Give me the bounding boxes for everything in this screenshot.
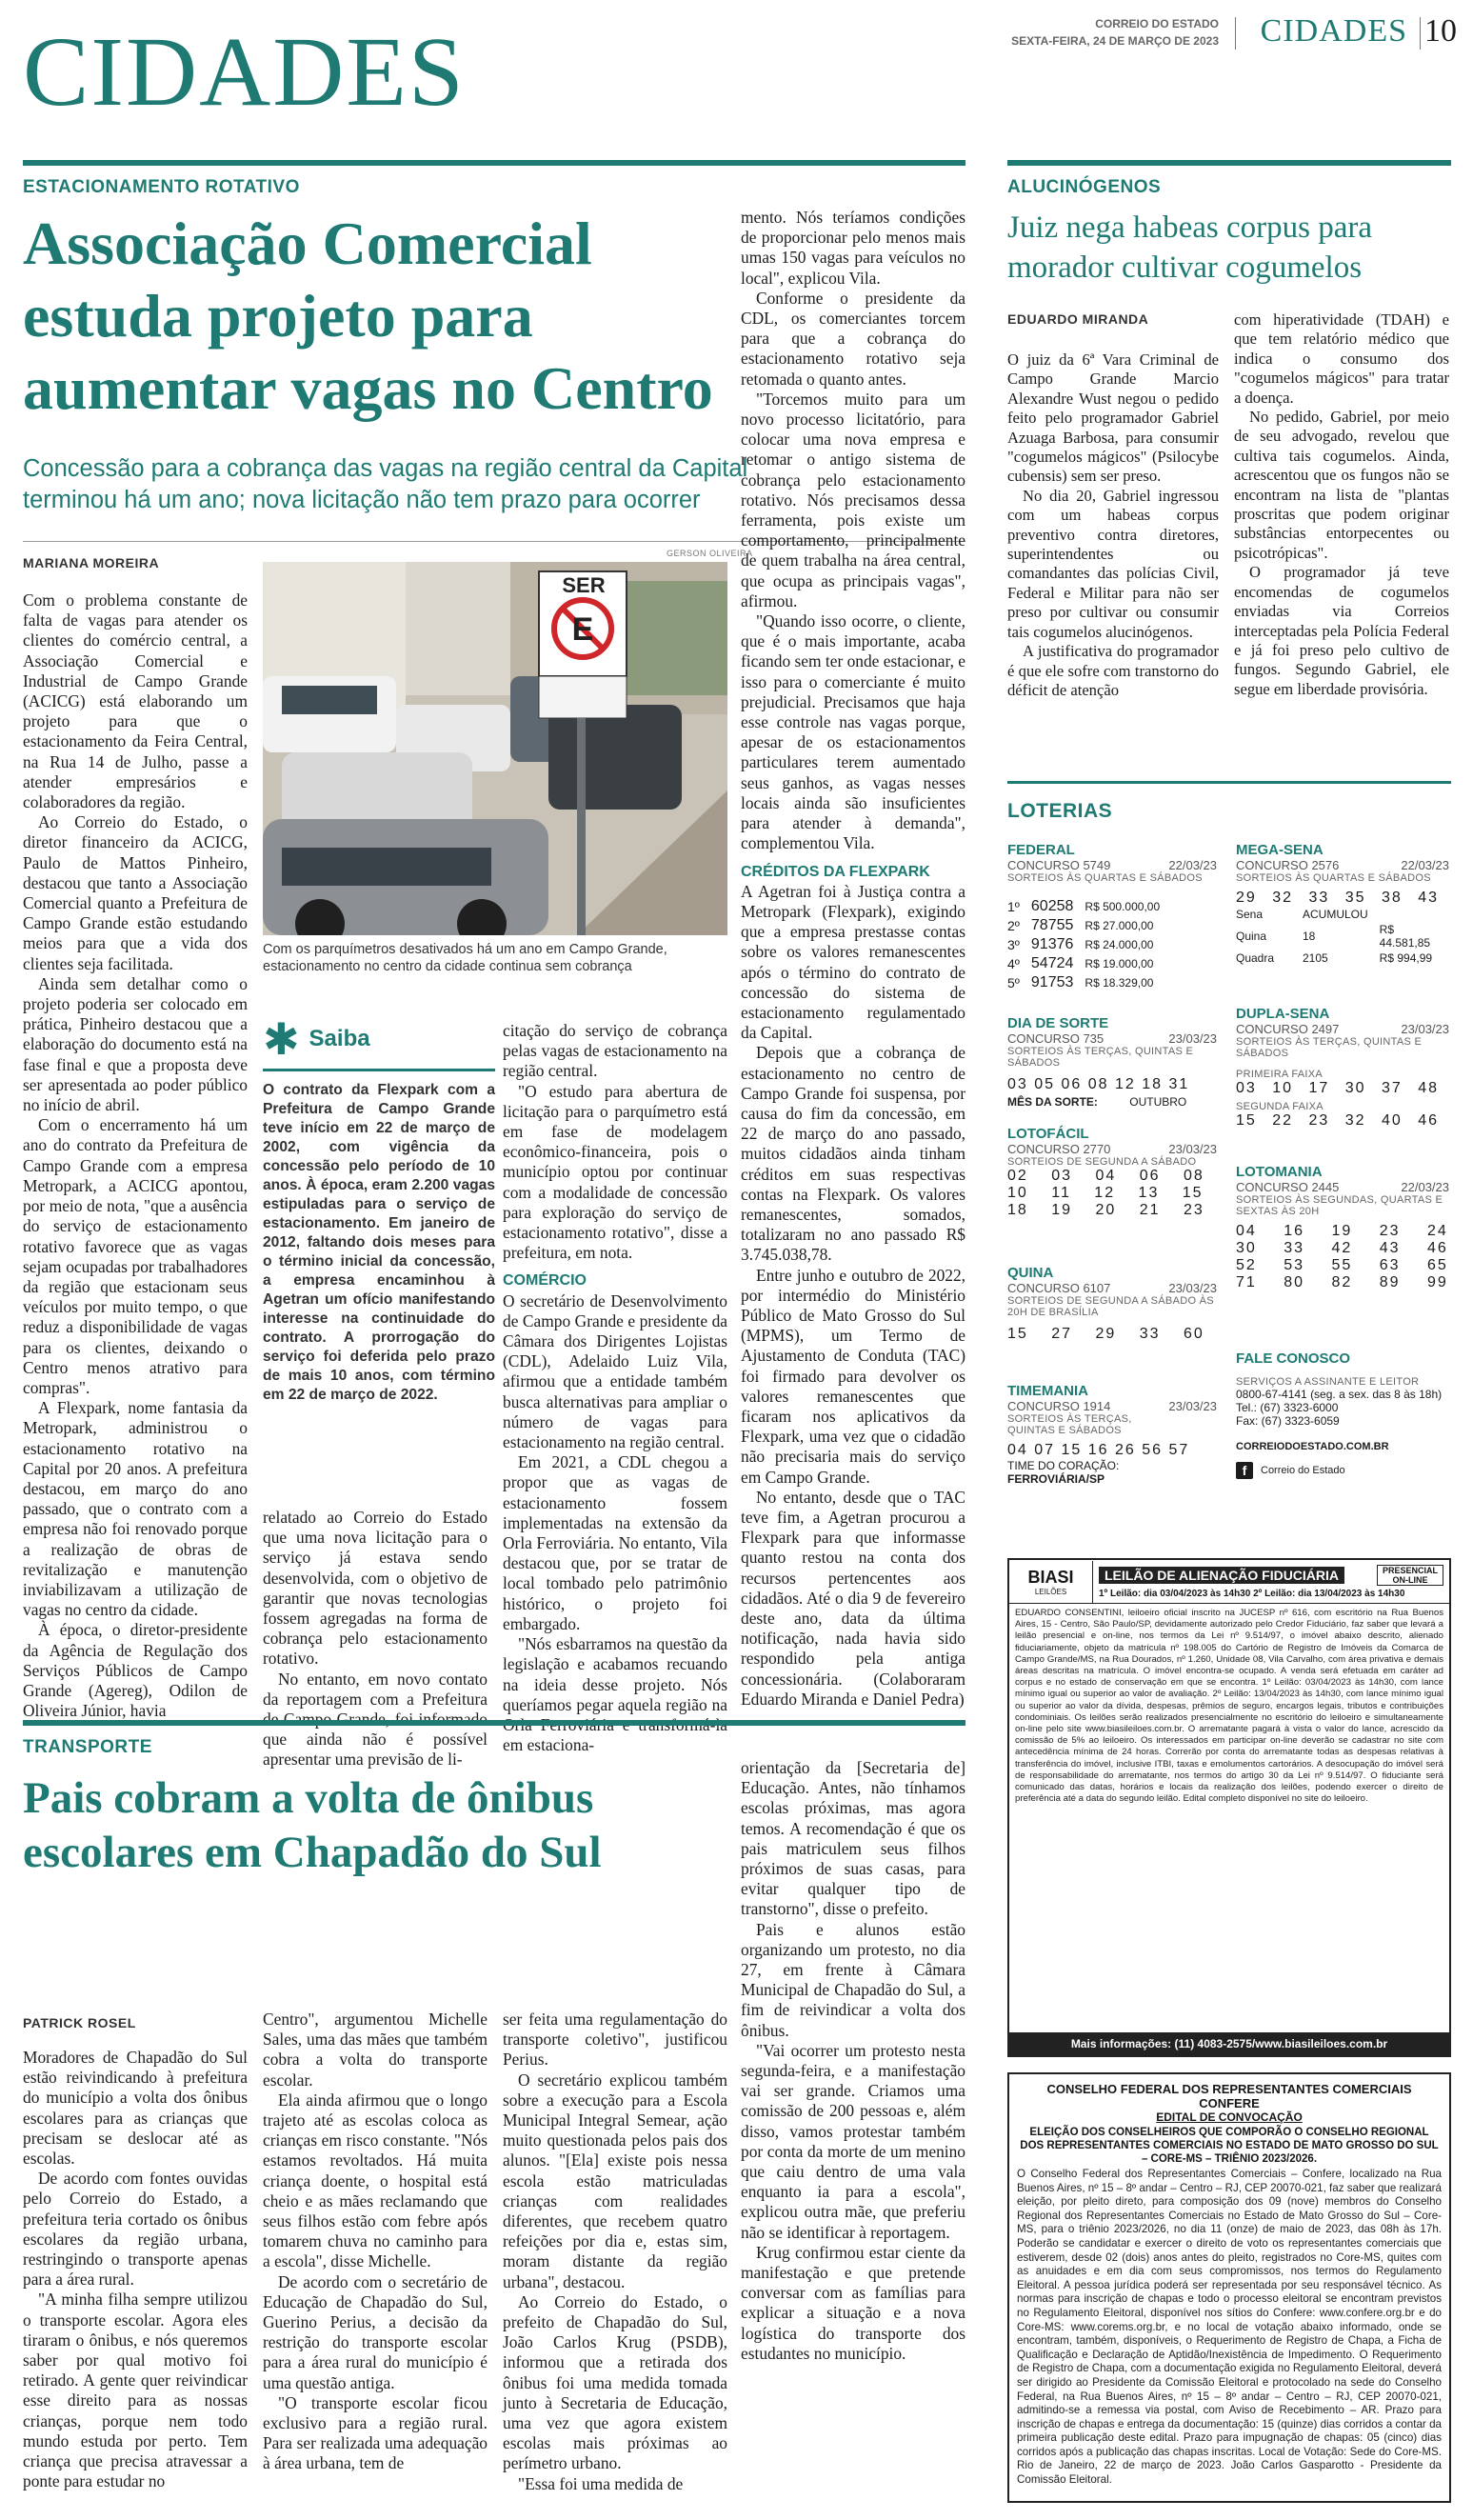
lot-note: SORTEIOS ÀS QUARTAS E SÁBADOS [1236, 872, 1431, 884]
paragraph: Ela ainda afirmou que o longo trajeto até as escolas coloca as crianças em risco constante. "Nós estamos revoltados. Há muita criança doente, o hospital está cheio e as mães reclamando que seus filhos estão com febre após tomarem chuva no caminho para a escola", disse Michelle. [263, 2090, 488, 2271]
folio [981, 13, 1457, 55]
subhead-comercio: COMÉRCIO [503, 1272, 587, 1290]
cell: ACUMULOU [1303, 908, 1368, 921]
paragraph: mento. Nós teríamos condições de proporcionar pelo menos mais umas 150 vagas para veículos no local", explicou Vila. [741, 208, 965, 288]
lot-concurso: CONCURSO 6107 [1007, 1281, 1111, 1295]
side-kicker: ALUCINÓGENOS [1007, 177, 1162, 197]
table-row [1236, 950, 1449, 966]
lot-lotofacil [1007, 1126, 1217, 1219]
lot-name: QUINA [1007, 1265, 1054, 1281]
transporte-col-2 [263, 2010, 488, 2474]
paragraph: "A minha filha sempre utilizou o transporte escolar. Agora eles tiraram o ônibus, e nós queremos saber por qual motivo foi retirado. A gente quer reivindicar esse direito para as nossas crianças, porque nem todo mundo estuda por perto. Tem criança que precisa atravessar a ponte para estudar no [23, 2290, 248, 2491]
lot-date: 23/03/23 [1168, 1031, 1217, 1046]
paragraph: No entanto, em novo contato da reportagem com a Prefeitura que ainda não é possível apresentar uma previsão de li- [263, 1669, 488, 1770]
folio-divider-2 [1420, 17, 1421, 50]
facebook-icon[interactable]: f [1236, 1462, 1253, 1479]
main-kicker: ESTACIONAMENTO ROTATIVO [23, 177, 300, 197]
main-col-3 [503, 1021, 727, 1755]
lot-concurso: CONCURSO 2497 [1236, 1022, 1340, 1036]
lot-numbers: 03 10 17 30 37 48 [1236, 1080, 1440, 1096]
lot-concurso: CONCURSO 2445 [1236, 1180, 1340, 1194]
main-col-2b [263, 1508, 488, 1770]
confere-ad [1007, 2072, 1451, 2503]
lot-concurso: CONCURSO 2576 [1236, 858, 1340, 872]
biasi-brand: BIASI [1027, 1567, 1074, 1587]
transporte-kicker: TRANSPORTE [23, 1737, 152, 1757]
fale-title: FALE CONOSCO [1236, 1350, 1351, 1367]
transporte-headline-line-1: Pais cobram a volta de ônibus [23, 1773, 594, 1823]
cell: 2º [1007, 918, 1020, 933]
cell: Sena [1236, 908, 1264, 921]
cell: 91376 [1030, 936, 1074, 952]
side-col-2 [1234, 310, 1449, 699]
biasi-brand-sub: LEILÕES [1034, 1587, 1067, 1596]
paragraph: Ao Correio do Estado, o prefeito de Chapadão do Sul, João Carlos Krug (PSDB), informou que a retirada dos ônibus foi uma medida tomada junto à Secretaria de Educação, uma vez que agora existem escolas mais próximas ao perímetro urbano. [503, 2291, 727, 2473]
biasi-info[interactable]: Mais informações: (11) 4083-2575/www.biasileiloes.com.br [1009, 2032, 1449, 2055]
cell [1380, 907, 1449, 922]
lot-date: 23/03/23 [1401, 1022, 1449, 1036]
saiba-rule [263, 1069, 495, 1071]
main-headline-line-1: Associação Comercial [23, 210, 592, 277]
photo-credit: GERSON OLIVEIRA [667, 549, 753, 558]
paragraph: "Torcemos muito para um novo processo licitatório, para colocar uma nova empresa e retomar o antigo sistema de cobrança pelo estacionamento rotativo. Nós precisamos dessa ferramenta, pois existe um comportamento, principalmente de quem trabalha na área central, que ocupa as principais vagas", afirmou. [741, 389, 965, 610]
lot-duplasena [1236, 1006, 1449, 1130]
lot-lotomania [1236, 1164, 1449, 1291]
photo-caption: Com os parquímetros desativados há um ano em Campo Grande, estacionamento no centro da cidade continua sem cobrança [263, 942, 667, 974]
lot-faixa-2: SEGUNDA FAIXA [1236, 1101, 1324, 1112]
lot-mes: OUTUBRO [1129, 1095, 1187, 1109]
paragraph: "Quando isso ocorre, o cliente, que é o mais importante, acaba ficando sem ter onde estacionar, e isso para o comerciante é muito prejudicial. Precisamos que haja esse controle nas vagas porque, apesar de os estacionamentos particulares terem aumentado seus ganhos, as vagas nesses locais ainda são insuficientes para atender à demanda", complementou Vila. [741, 611, 965, 853]
lot-note: SORTEIOS ÀS SEGUNDAS, QUARTAS E SEXTAS ÀS 20H [1236, 1194, 1443, 1217]
lot-note: SORTEIOS ÀS TERÇAS, QUINTAS E SÁBADOS [1007, 1046, 1194, 1069]
side-headline [1007, 208, 1372, 288]
cell: R$ 994,99 [1379, 951, 1433, 965]
saiba-box [263, 1013, 495, 1405]
header-rule [23, 160, 965, 166]
confere-h2: CONFERE [1199, 2096, 1260, 2110]
fale-conosco [1236, 1350, 1449, 1479]
fale-line: 0800-67-4141 (seg. a sex. das 8 às 18h) [1236, 1388, 1443, 1401]
main-col-4 [741, 208, 965, 1710]
lot-note: SORTEIOS ÀS TERÇAS, QUINTAS E SÁBADOS [1236, 1036, 1423, 1059]
paragraph: De acordo com fontes ouvidas pelo Correio do Estado, a prefeitura teria cortado os ônibus escolares da região urbana, restringindo o transporte apenas para a área rural. [23, 2169, 248, 2290]
fale-link[interactable]: CORREIODOESTADO.COM.BR [1236, 1441, 1389, 1452]
lot-numbers-row: 30 33 42 43 46 [1236, 1240, 1448, 1256]
lot-numbers: 03 05 06 08 12 18 31 [1007, 1076, 1190, 1092]
lot-numbers-row: 52 53 55 63 65 [1236, 1257, 1448, 1273]
lot-megasena [1236, 842, 1449, 966]
lot-numbers-row: 10 11 12 13 15 [1007, 1185, 1204, 1201]
paragraph: Krug confirmou estar ciente da manifestação e que pretende conversar com as famílias para explicar a situação e a nova logística do transporte dos estudantes no município. [741, 2242, 965, 2363]
paragraph: O juiz da 6ª Vara Criminal de Campo Grande Marcio Alexandre Wust negou o pedido feito pelo programador Gabriel Azuaga Barbosa, para consumir "cogumelos mágicos" (Psilocybe cubensis) sem ser preso. [1007, 350, 1219, 486]
confere-h4: ELEIÇÃO DOS CONSELHEIROS QUE COMPORÃO O CONSELHO REGIONAL DOS REPRESENTANTES COMERCIAIS NO ESTADO DE MATO GROSSO DO SUL – CORE-MS – TRIÊNIO 2023/2026. [1020, 2127, 1439, 2165]
lot-quina [1007, 1265, 1217, 1343]
lot-date: 22/03/23 [1401, 858, 1449, 872]
folio-paper: CORREIO DO ESTADO [1095, 17, 1219, 30]
paragraph: com hiperatividade (TDAH) e que tem relatório médico que indica o consumo dos "cogumelos mágicos" para tratar a doença. [1234, 310, 1449, 407]
paragraph: A justificativa do programador é que ele sofre com transtorno do déficit de atenção [1007, 642, 1219, 699]
lot-faixa-1: PRIMEIRA FAIXA [1236, 1069, 1324, 1080]
lot-name: FEDERAL [1007, 842, 1075, 858]
paragraph: Conforme o presidente da CDL, os comerciantes torcem para que a cobrança do estacionamento rotativo seja retomada o quanto antes. [741, 288, 965, 389]
lot-note: SORTEIOS DE SEGUNDA A SÁBADO [1007, 1156, 1197, 1168]
transporte-col-3 [503, 2010, 727, 2494]
lot-numbers-row: 04 16 19 23 24 [1236, 1223, 1448, 1239]
paragraph: relatado ao Correio do Estado que uma nova licitação para o serviço já estava sendo desenvolvida, com o objetivo de garantir que novas tecnologias fossem agregadas na forma de cobrança pelo estacionamento rotativo. [263, 1508, 488, 1669]
lot-note: SORTEIOS DE SEGUNDA A SÁBADO ÀS 20H DE BRASÍLIA [1007, 1295, 1214, 1318]
main-headline-line-2: estuda projeto para [23, 282, 533, 350]
paragraph: A Agetran foi à Justiça contra a Metropark (Flexpark), exigindo que a empresa prestasse contas sobre os valores remanescentes após o término do contrato de concessão do sistema de estacionamento regulamentado da Capital. [741, 881, 965, 1043]
fale-social[interactable]: Correio do Estado [1261, 1465, 1345, 1476]
lot-numbers-row: 02 03 04 06 08 [1007, 1168, 1204, 1184]
paragraph: "Vai ocorrer um protesto nesta segunda-feira, e a manifestação vai ser grande. Criamos uma comissão de 200 pessoas e, além disso, vamos protestar também por conta da morte de um menino que caiu dentro de uma vala enquanto ia para a escola", explicou outra mãe, que preferiu não se identificar à reportagem. [741, 2040, 965, 2242]
cell: R$ 18.329,00 [1085, 976, 1154, 990]
lot-note: SORTEIOS ÀS QUARTAS E SÁBADOS [1007, 872, 1203, 884]
cell: R$ 27.000,00 [1085, 919, 1154, 932]
svg-text:E: E [571, 611, 594, 648]
asterisk-icon: ✱ [263, 1013, 300, 1065]
cell: Quina [1236, 930, 1267, 943]
loterias-rule [1007, 781, 1451, 784]
paragraph: ser feita uma regulamentação do transporte coletivo", justificou Perius. [503, 2010, 727, 2070]
lot-name: MEGA-SENA [1236, 842, 1324, 858]
paragraph: À época, o diretor-presidente da Agência de Regulação dos Serviços Públicos de Campo Grande (Agereg), Odilon de Oliveira Júnior, havia [23, 1620, 248, 1721]
cell: 91753 [1030, 974, 1074, 990]
lot-date: 22/03/23 [1401, 1180, 1449, 1194]
table-row [1236, 922, 1449, 950]
cell: 3º [1007, 937, 1020, 952]
transporte-rule [23, 1720, 965, 1726]
lot-mes-label: MÊS DA SORTE: [1007, 1095, 1098, 1109]
paragraph: O secretário de Desenvolvimento de Campo Grande e presidente da Câmara dos Dirigentes Lojistas (CDL), Adelaido Luiz Vila, afirmou que a entidade também busca alternativas para ampliar o número de vagas para estacionamento na região central. [503, 1290, 727, 1452]
page-section-title: CIDADES [23, 17, 466, 127]
lot-numbers: 15 22 23 32 40 46 [1236, 1112, 1440, 1129]
table-row [1007, 973, 1171, 992]
folio-date: SEXTA-FEIRA, 24 DE MARÇO DE 2023 [1011, 34, 1219, 48]
lot-name: LOTOMANIA [1236, 1164, 1323, 1180]
lot-date: 23/03/23 [1168, 1142, 1217, 1156]
lot-numbers: 15 27 29 33 60 [1007, 1326, 1204, 1342]
side-col-1 [1007, 350, 1219, 700]
biasi-logo [1009, 1561, 1093, 1603]
lot-name: LOTOFÁCIL [1007, 1126, 1089, 1142]
biasi-body: EDUARDO CONSENTINI, leiloeiro oficial inscrito na JUCESP nº 616, com escritório na Rua Buenos Aires, 15 - Centro, São Paulo/SP, devidamente autorizado pelo Credor Fiduciário, faz saber que levará a leilão presencial e on-line, nos termos da Lei nº 9.514/97, o imóvel abaixo descrito, alienado fiduciariamente, objeto da matrícula nº 198.005 do Cartório de Registro de Imóveis da Comarca de Campo Grande/MS, na Rua Dourados, nº 1.260, Unidade 08, Vila Carvalho, com área privativa e demais áreas descritas na matrícula. O imóvel encontra-se ocupado. A venda será efetuada em caráter ad corpus e no estado de conservação em que se encontra. 1º Leilão: 03/04/2023 às 14h30, com lance mínimo igual ou superior ao valor de avaliação. 2º Leilão: 13/04/2023 às 14h30, com lance mínimo igual ou superior ao valor da dívida, despesas, prêmios de seguro, encargos legais, tributos e contribuições condominiais. Os leilões serão realizados presencialmente no escritório do leiloeiro e simultaneamente on-line pelo site www.biasileiloes.com.br. O arrematante pagará à vista o valor do lance, acrescido da comissão de 5% ao leiloeiro. Os interessados em participar on-line deverão se cadastrar no site com antecedência mínima de 24 horas. Correrão por conta do arrematante todas as despesas relativas à transferência do imóvel, inclusive ITBI, taxas e emolumentos cartorários. A desocupação do imóvel será de responsabilidade do arrematante, nos termos do artigo 30 da Lei nº 9.514/97. O fiduciante será comunicado das datas, horários e locais da realização dos leilões, podendo exercer o direito de preferência até a data do segundo leilão. Edital completo disponível no site do leiloeiro. [1015, 1608, 1443, 1805]
transporte-col-4 [741, 1758, 965, 2364]
paragraph: citação do serviço de cobrança pelas vagas de estacionamento na região central. [503, 1021, 727, 1081]
lot-name: DIA DE SORTE [1007, 1015, 1109, 1031]
folio-divider [1235, 17, 1236, 50]
cell: R$ 19.000,00 [1085, 957, 1154, 970]
biasi-dates: 1º Leilão: dia 03/04/2023 às 14h30 2º Leilão: dia 13/04/2023 às 14h30 [1099, 1588, 1405, 1599]
table-row [1007, 897, 1171, 916]
parking-sign-label: SER [562, 573, 606, 597]
paragraph: O secretário explicou também sobre a execução para a Escola Municipal Integral Semear, ação muito questionada pelos pais dos alunos. "[Ela] existe pois nessa escola estão matriculadas crianças com realidades diferentes, que recebem quatro refeições por dia e, estas sim, moram distante da região urbana", destacou. [503, 2070, 727, 2291]
main-photo [263, 562, 727, 935]
cell: 2105 [1303, 951, 1328, 965]
cell: 4º [1007, 956, 1020, 971]
lot-note: SORTEIOS ÀS TERÇAS, QUINTAS E SÁBADOS [1007, 1413, 1132, 1436]
lot-concurso: CONCURSO 5749 [1007, 858, 1111, 872]
transporte-col-1 [23, 2048, 248, 2491]
paragraph: "Essa foi uma medida de [518, 2473, 684, 2493]
lot-numbers: 29 32 33 35 38 43 [1236, 890, 1440, 906]
lot-diadesorte [1007, 1015, 1217, 1109]
transporte-byline: PATRICK ROSEL [23, 2015, 136, 2030]
paragraph: De acordo com o secretário de Educação de Chapadão do Sul, Guerino Perius, a decisão da restrição do transporte escolar para a área rural do município é uma questão antiga. [263, 2271, 488, 2392]
cell: 5º [1007, 975, 1020, 990]
main-headline [23, 208, 766, 425]
side-byline: EDUARDO MIRANDA [1007, 311, 1149, 327]
paragraph: Com o problema constante de falta de vagas para atender os clientes do comércio central, a Associação Comercial e Industrial de Campo Grande (ACICG) está elaborando um projeto para que o estacionamento da Feira Central, na Rua 14 de Julho, passe a atender empresários e colaboradores da região. [23, 590, 248, 812]
side-headline-line-2: morador cultivar cogumelos [1007, 250, 1363, 285]
fale-line: SERVIÇOS A ASSINANTE E LEITOR [1236, 1376, 1420, 1388]
paragraph: "O transporte escolar ficou exclusivo para a região rural. Para ser realizada uma adequação à área urbana, tem de [263, 2392, 488, 2473]
fale-line: Tel.: (67) 3323-6000 [1236, 1401, 1339, 1414]
main-col-1 [23, 590, 248, 1721]
lot-name: DUPLA-SENA [1236, 1006, 1330, 1022]
lot-concurso: CONCURSO 735 [1007, 1031, 1105, 1046]
cell: Quadra [1236, 951, 1275, 965]
lot-date: 23/03/23 [1168, 1281, 1217, 1295]
cell: 78755 [1030, 917, 1074, 933]
paragraph: Ao Correio do Estado, o diretor financeiro da ACICG, Paulo de Mattos Pinheiro, destacou que tanto a Associação Comercial quanto a Prefeitura de Campo Grande estão estudando meios para que a vida dos clientes seja facilitada. [23, 812, 248, 973]
main-deck [23, 453, 747, 516]
paragraph: Em 2021, a CDL chegou a propor que as vagas de estacionamento fossem implementadas na extensão da Orla Ferroviária. No entanto, Vila destacou que, por se tratar de local tombado pelo patrimônio histórico, o projeto foi embargado. [503, 1452, 727, 1633]
lot-timemania [1007, 1383, 1217, 1486]
paragraph: O programador já teve encomendas de cogumelos enviadas via Correios interceptadas pela Polícia Federal e já foi preso pelo cultivo de fungos. Segundo Gabriel, ele segue em liberdade provisória. [1234, 563, 1449, 698]
lot-date: 22/03/23 [1168, 858, 1217, 872]
cell: 1º [1007, 899, 1020, 914]
lot-numbers: 04 07 15 16 26 56 57 [1007, 1442, 1190, 1458]
subhead-creditos: CRÉDITOS DA FLEXPARK [741, 863, 930, 880]
lot-date: 23/03/23 [1168, 1399, 1217, 1413]
paragraph: A Flexpark, nome fantasia da Metropark, administrou o estacionamento rotativo na Capital por 20 anos. A prefeitura destacou, em março do ano passado, que o contrato com a empresa não foi renovado porque a realização de obras de revitalização e manutenção inviabilizavam a utilização de vagas no centro da cidade. [23, 1398, 248, 1620]
lot-name: TIMEMANIA [1007, 1383, 1088, 1399]
street-photo-illustration [263, 562, 727, 935]
biasi-tag: PRESENCIAL ON-LINE [1377, 1565, 1443, 1586]
paragraph: orientação da [Secretaria de] Educação. Antes, não tínhamos escolas próximas, mas agora temos. A recomendação é que os pais matriculem seus filhos próximos de suas casas, para evitar qualquer tipo de transtorno", disse o prefeito. [741, 1758, 965, 1919]
megasena-table [1236, 907, 1449, 966]
fale-line: Fax: (67) 3323-6059 [1236, 1414, 1340, 1428]
table-row [1236, 907, 1449, 922]
main-headline-line-3: aumentar vagas no Centro [23, 354, 713, 422]
paragraph: No pedido, Gabriel, por meio de seu advogado, revelou que cultiva tais cogumelos. Ainda, acrescentou que os fungos não se encontram na lista de "plantas proscritas que podem originar substâncias entorpecentes ou psicotrópicas". [1234, 408, 1449, 562]
lot-numbers-row: 18 19 20 21 23 [1007, 1202, 1204, 1218]
lot-numbers-row: 71 80 82 89 99 [1236, 1274, 1448, 1290]
transporte-headline [23, 1771, 602, 1880]
cell: R$ 44.581,85 [1379, 923, 1431, 950]
page-number: 10 [1424, 13, 1457, 49]
federal-table [1007, 897, 1171, 992]
folio-section: CIDADES [1260, 13, 1407, 49]
saiba-text: O contrato da Flexpark com a Prefeitura de Campo Grande teve início em 22 de março de 2002, com vigência da concessão pelo período de 10 anos. À época, eram 2.200 vagas estipuladas para o serviço de estacionamento. Em janeiro de 2012, faltando dois meses para o término inicial da concessão, a empresa encaminhou à Agetran um ofício manifestando interesse na continuidade do contrato. A prorrogação do serviço foi deferida pelo prazo de mais 10 anos, com término em 22 de março de 2022. [263, 1082, 495, 1403]
lot-concurso: CONCURSO 2770 [1007, 1142, 1111, 1156]
cell: 60258 [1030, 898, 1074, 914]
confere-h3: EDITAL DE CONVOCAÇÃO [1156, 2110, 1303, 2124]
paragraph: Moradores de Chapadão do Sul estão reivindicando à prefeitura do município a volta dos ônibus escolares para as crianças que precisam se deslocar até as escolas. [23, 2048, 248, 2169]
lot-concurso: CONCURSO 1914 [1007, 1399, 1111, 1413]
main-byline: MARIANA MOREIRA [23, 555, 160, 570]
cell: 54724 [1030, 955, 1074, 971]
confere-body: O Conselho Federal dos Representantes Comerciais – Confere, localizado na Rua Buenos Aires, nº 15 – 8º andar – Centro – RJ, CEP 20070-021, faz saber que realizará eleição, por pleito direto, para composição dos 09 (nove) membros do Conselho Regional dos Representantes Comerciais no Estado de Mato Grosso do Sul – Core-MS, para o triênio 2023/2026, no dia 11 (onze) de maio de 2023, das 08h às 17h. Poderão se candidatar e exercer o direito de voto os representantes comerciais que estiverem, desde 02 (dois) anos antes do pleito, registrados no Core-MS, quites com as anuidades e em dia com seus compromissos, nos termos do Regulamento Eleitoral. A pessoa jurídica poderá ser representada por seu responsável técnico. As normas para inscrição de chapas e todo o processo eleitoral se encontram previstos no Regulamento Eleitoral, disponível nos sítios do Confere: www.confere.org.br e do Core-MS: www.corems.org.br, e no local de votação abaixo informado, onde se encontram, também, disponíveis, o Requerimento de Registro de Chapa, a Ficha de Qualificação e Declaração de Aptidão/Inexistência de Impedimento. O Requerimento de Registro de Chapa, com a documentação exigida no Regulamento Eleitoral, deverá ser dirigido ao Presidente da Comissão Eleitoral e protocolado na sede do Conselho Federal, na Rua Buenos Aires, nº 15 – 8º andar – Centro – RJ, CEP 20070-021, admitindo-se a remessa via postal, com Aviso de Recebimento – AR. Prazo para inscrição de chapas e entrega da documentação: 15 (quinze) dias corridos a contar da primeira publicação deste edital. Prazo para impugnação de chapas: 05 (cinco) dias corridos após a publicação das chapas inscritas. Local de Votação: Sede do Core-MS. Rio de Janeiro, 22 de março de 2023. João Carlos Gasparotto - Presidente da Comissão Eleitoral. [1017, 2168, 1442, 2487]
paragraph: Ainda sem detalhar como o projeto poderia ser colocado em prática, Pinheiro destacou que a elaboração do documento está na fase final e que a proposta deve ser apresentada ao poder público no início de abril. [23, 973, 248, 1115]
header-rule-right [1007, 160, 1451, 166]
main-deck-line-1: Concessão para a cobrança das vagas na região central da Capital [23, 455, 748, 482]
transporte-headline-line-2: escolares em Chapadão do Sul [23, 1828, 602, 1877]
loterias-title: LOTERIAS [1007, 800, 1113, 822]
table-row [1007, 916, 1171, 935]
table-row [1007, 954, 1171, 973]
saiba-title: Saiba [309, 1026, 370, 1051]
saiba-header [263, 1013, 495, 1065]
table-row [1007, 935, 1171, 954]
paragraph: No dia 20, Gabriel ingressou com um habeas corpus preventivo contra diretores, superintendentes ou comandantes das polícias Civil, Federal e Militar para não ser preso por cultivar ou consumir tais cogumelos alucinógenos. [1007, 486, 1219, 641]
paragraph: Centro", argumentou Michelle Sales, uma das mães que também cobra a volta do transporte escolar. [263, 2010, 488, 2090]
paragraph: "Nós esbarramos na questão da legislação e acabamos recuando na ideia desse projeto. Nós queríamos pegar aquela região na em estaciona- [503, 1634, 727, 1755]
paragraph: "O estudo para abertura de licitação para o parquímetro está em fase de modelagem econômico-financeira, pois o município optou por continuar com a modalidade de concessão para exploração do serviço de estacionamento rotativo", disse a prefeitura, em nota. [503, 1081, 727, 1263]
paragraph: Entre junho e outubro de 2022, por intermédio do Ministério Público de Mato Grosso do Sul (MPMS), um Termo de Ajustamento de Conduta (TAC) foi firmado para devolver os valores remanescentes que ficaram nos aplicativos da Flexpark, uma vez que o cidadão não precisaria mais do serviço em Campo Grande. [741, 1265, 965, 1487]
paragraph: Com o encerramento há um ano do contrato da Prefeitura de Campo Grande com a empresa Metropark, a ACICG apontou, por meio de nota, "que a ausência do serviço de estacionamento rotativo favorece que as vagas sejam ocupadas por trabalhadores da região que estacionam seus veículos por muito tempo, o que reduz a disponibilidade de vagas para os clientes, deixando o Centro menos atrativo para compras". [23, 1115, 248, 1397]
main-deck-line-2: terminou há um ano; nova licitação não tem prazo para ocorrer [23, 487, 701, 513]
side-headline-line-1: Juiz nega habeas corpus para [1007, 210, 1372, 245]
lot-time: FERROVIÁRIA/SP [1007, 1472, 1105, 1486]
paragraph: Depois que a cobrança de estacionamento no centro de Campo Grande foi suspensa, por causa do fim da concessão, em 22 de março do ano passado, muitos cidadãos ainda tinham créditos em suas respectivas contas na Flexpark. Os valores remanescentes, somados, totalizaram no ano passado R$ 3.745.038,78. [741, 1043, 965, 1265]
cell: 18 [1303, 930, 1316, 943]
paragraph: No entanto, desde que o TAC teve fim, a Agetran procurou a Flexpark para que informasse quanto restou na conta dos recursos pertencentes aos cidadãos. Até o dia 9 de fevereiro deste ano, data da última notificação, nada havia sido respondido pela antiga concessionária. (Colaboraram Eduardo Miranda e Daniel Pedra) [741, 1487, 965, 1709]
biasi-ad [1007, 1558, 1451, 2057]
paragraph: Pais e alunos estão organizando um protesto, no dia 27, em frente à Câmara Municipal de Chapadão do Sul, a fim de reivindicar a volta dos ônibus. [741, 1919, 965, 2040]
cell: R$ 24.000,00 [1085, 938, 1154, 951]
biasi-title: LEILÃO DE ALIENAÇÃO FIDUCIÁRIA [1099, 1567, 1344, 1584]
lot-federal [1007, 842, 1217, 992]
cell: R$ 500.000,00 [1085, 900, 1161, 913]
lot-time-label: TIME DO CORAÇÃO: [1007, 1459, 1120, 1472]
confere-h1: CONSELHO FEDERAL DOS REPRESENTANTES COMERCIAIS [1046, 2082, 1412, 2096]
